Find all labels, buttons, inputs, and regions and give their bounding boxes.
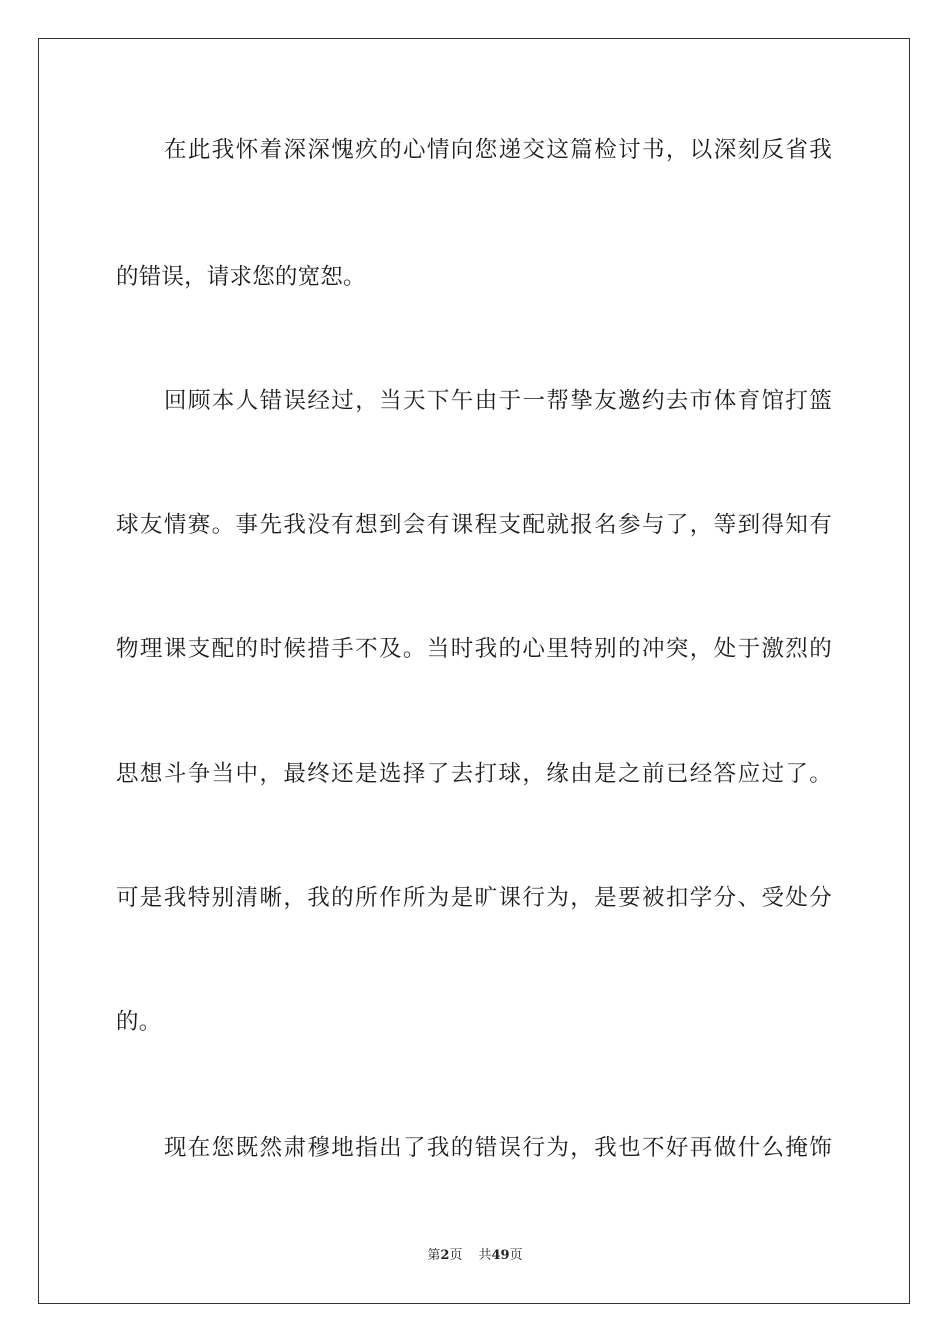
paragraph-2-line-3: 物理课支配的时候措手不及。当时我的心里特别的冲突，处于激烈的	[116, 636, 832, 662]
page-suffix: 页	[449, 1248, 463, 1263]
page-border	[38, 38, 910, 1304]
total-suffix: 页	[509, 1248, 523, 1263]
paragraph-2-line-2: 球友情赛。事先我没有想到会有课程支配就报名参与了，等到得知有	[116, 512, 832, 538]
paragraph-1-line-2: 的错误，请求您的宽恕。	[116, 264, 366, 290]
total-prefix: 共	[478, 1248, 492, 1263]
page-footer	[0, 1247, 950, 1265]
total-pages: 49	[491, 1248, 510, 1263]
paragraph-2-line-4: 思想斗争当中，最终还是选择了去打球，缘由是之前已经答应过了。	[116, 761, 832, 787]
paragraph-1-line-1: 在此我怀着深深愧疚的心情向您递交这篇检讨书，以深刻反省我	[164, 137, 832, 163]
paragraph-2-line-5: 可是我特别清晰，我的所作所为是旷课行为，是要被扣学分、受处分	[116, 885, 832, 911]
paragraph-3-line-1: 现在您既然肃穆地指出了我的错误行为，我也不好再做什么掩饰	[164, 1135, 832, 1161]
page-prefix: 第	[427, 1248, 441, 1263]
paragraph-2-line-1: 回顾本人错误经过，当天下午由于一帮挚友邀约去市体育馆打篮	[164, 388, 832, 414]
paragraph-2-line-6: 的。	[116, 1009, 162, 1035]
page-number: 2	[440, 1248, 450, 1263]
